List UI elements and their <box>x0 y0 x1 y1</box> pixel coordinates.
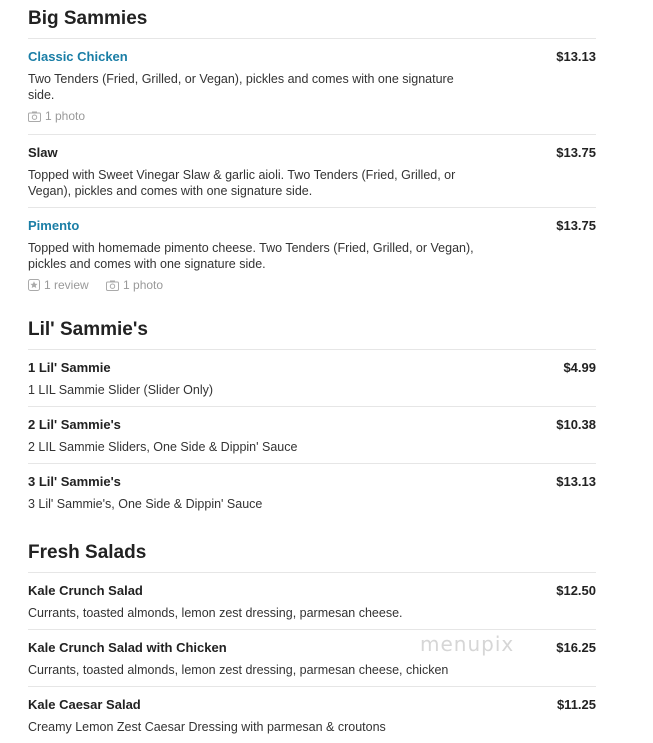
menu-item <box>28 135 596 208</box>
photo-count: 1 photo <box>123 278 164 292</box>
item-price: $13.75 <box>556 217 596 233</box>
item-description: 2 LIL Sammie Sliders, One Side & Dippin' Sauce <box>28 439 298 454</box>
item-name: Kale Crunch Salad with Chicken <box>28 639 227 655</box>
item-description: 3 Lil' Sammie's, One Side & Dippin' Sauce <box>28 496 263 511</box>
camera-icon <box>106 280 119 291</box>
item-description: Currants, toasted almonds, lemon zest dressing, parmesan cheese. <box>28 605 403 620</box>
section-title: Fresh Salads <box>28 534 596 573</box>
item-name: Slaw <box>28 144 58 160</box>
photo-link[interactable] <box>106 277 163 293</box>
item-description: Creamy Lemon Zest Caesar Dressing with parmesan & croutons <box>28 719 386 734</box>
item-price: $10.38 <box>556 416 596 432</box>
section-title: Big Sammies <box>28 0 596 39</box>
camera-icon <box>28 111 41 122</box>
item-price: $13.13 <box>556 49 596 64</box>
photo-link[interactable] <box>28 108 85 124</box>
section-title: Lil' Sammie's <box>28 311 596 350</box>
section-lil-sammies <box>28 311 596 520</box>
item-description: 1 LIL Sammie Slider (Slider Only) <box>28 382 214 397</box>
item-price: $11.25 <box>556 696 596 712</box>
star-icon <box>28 279 40 291</box>
item-description: Currants, toasted almonds, lemon zest dressing, parmesan cheese, chicken <box>28 662 449 677</box>
item-name-link[interactable]: Pimento <box>28 217 80 233</box>
item-description: Topped with Sweet Vinegar Slaw & garlic aioli. Two Tenders (Fried, Grilled, or Vegan), pickles and comes with one signature side. <box>28 167 456 198</box>
menu-item <box>28 573 596 630</box>
menu-item <box>28 208 596 303</box>
item-price: $12.50 <box>556 582 596 598</box>
menu-item <box>28 407 596 464</box>
item-description: Topped with homemade pimento cheese. Two Tenders (Fried, Grilled, or Vegan), pickles and comes with one signature side. <box>28 240 474 271</box>
item-price: $13.75 <box>556 144 596 160</box>
item-name: Kale Caesar Salad <box>28 696 141 712</box>
menu-item <box>28 687 596 743</box>
item-price: $13.13 <box>556 473 596 489</box>
item-price: $4.99 <box>563 359 596 375</box>
review-count: 1 review <box>44 277 89 292</box>
section-big-sammies <box>28 0 596 303</box>
item-name: Kale Crunch Salad <box>28 582 143 598</box>
menu-item <box>28 464 596 520</box>
item-name-link[interactable]: Classic Chicken <box>28 49 128 64</box>
item-description: Two Tenders (Fried, Grilled, or Vegan), pickles and comes with one signature side. <box>28 72 454 102</box>
item-name: 2 Lil' Sammie's <box>28 416 121 432</box>
review-link[interactable] <box>28 277 89 293</box>
item-name: 3 Lil' Sammie's <box>28 473 121 489</box>
item-meta <box>28 108 596 126</box>
item-price: $16.25 <box>556 639 596 655</box>
menu-item <box>28 39 596 135</box>
item-meta <box>28 277 596 295</box>
menu-item <box>28 350 596 407</box>
item-name: 1 Lil' Sammie <box>28 359 111 375</box>
watermark-logo: menupix <box>420 632 515 656</box>
photo-count: 1 photo <box>45 109 86 123</box>
